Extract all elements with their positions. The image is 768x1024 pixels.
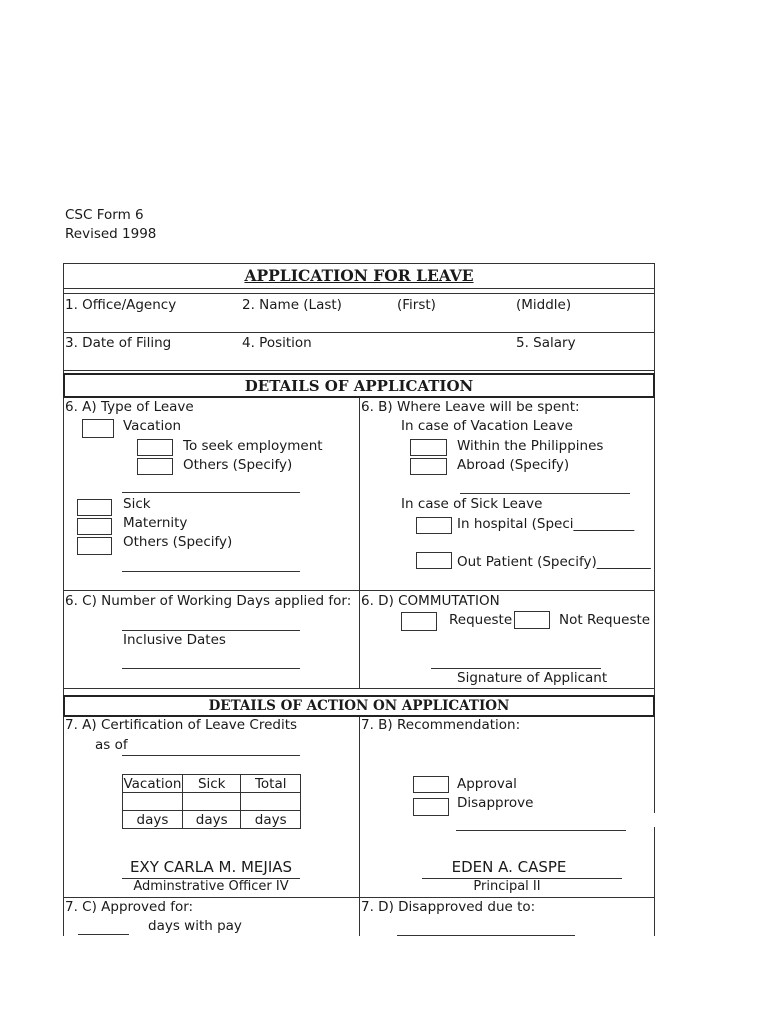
commutation-label: 6. D) COMMUTATION xyxy=(361,593,500,609)
table-header: Total xyxy=(241,775,301,793)
signature-label: Signature of Applicant xyxy=(457,670,608,686)
divider xyxy=(63,370,655,371)
table-cell[interactable] xyxy=(241,793,301,811)
disapprove-checkbox[interactable] xyxy=(413,798,449,816)
recommendation-label: 7. B) Recommendation: xyxy=(361,717,521,733)
others-specify-label: Others (Specify) xyxy=(183,457,293,473)
table-cell: days xyxy=(241,811,301,829)
signatory-left-title: Adminstrative Officer IV xyxy=(133,879,289,894)
form-right-border xyxy=(654,263,655,813)
table-cell[interactable] xyxy=(182,793,241,811)
as-of-line[interactable] xyxy=(122,755,300,756)
vacation-label: Vacation xyxy=(123,418,182,434)
leave-credits-table xyxy=(122,774,301,829)
disapprove-label: Disapprove xyxy=(457,795,534,811)
in-hospital-label: In hospital (Speci_________ xyxy=(457,516,635,532)
signatory-left-name: EXY CARLA M. MEJIAS xyxy=(129,858,293,876)
vacation-checkbox[interactable] xyxy=(82,419,114,438)
disapproved-due-label: 7. D) Disapproved due to: xyxy=(361,899,536,915)
sick-case-label: In case of Sick Leave xyxy=(401,496,543,512)
table-cell[interactable] xyxy=(123,793,183,811)
inclusive-dates-line[interactable] xyxy=(122,668,300,669)
others-label: Others (Specify) xyxy=(123,534,233,550)
within-philippines-checkbox[interactable] xyxy=(410,439,447,456)
signatory-right-name: EDEN A. CASPE xyxy=(451,858,567,876)
maternity-checkbox[interactable] xyxy=(77,518,112,535)
abroad-checkbox[interactable] xyxy=(410,458,447,475)
out-patient-label: Out Patient (Specify)________ xyxy=(457,554,651,570)
abroad-label: Abroad (Specify) xyxy=(457,457,570,473)
not-requested-label: Not Requeste xyxy=(559,612,651,628)
divider xyxy=(63,332,655,333)
seek-employment-label: To seek employment xyxy=(183,438,323,454)
where-spent-label: 6. B) Where Leave will be spent: xyxy=(361,399,580,415)
table-cell: days xyxy=(182,811,241,829)
recommendation-line[interactable] xyxy=(456,830,626,831)
form-title: APPLICATION FOR LEAVE xyxy=(244,266,474,285)
position-label: 4. Position xyxy=(242,335,312,351)
others-checkbox[interactable] xyxy=(77,537,112,555)
others-specify-line[interactable] xyxy=(122,492,300,493)
form-right-border-lower xyxy=(654,827,655,936)
details-heading: DETAILS OF APPLICATION xyxy=(244,377,474,395)
divider xyxy=(63,688,655,689)
sick-checkbox[interactable] xyxy=(77,499,112,516)
maternity-label: Maternity xyxy=(123,515,188,531)
signatory-right-title: Principal II xyxy=(473,879,541,894)
working-days-label: 6. C) Number of Working Days applied for: xyxy=(65,593,352,609)
days-with-pay-label: days with pay xyxy=(148,918,242,934)
approval-checkbox[interactable] xyxy=(413,776,449,793)
sick-label: Sick xyxy=(123,496,151,512)
out-patient-checkbox[interactable] xyxy=(416,552,452,569)
table-header: Vacation xyxy=(123,775,182,792)
type-of-leave-label: 6. A) Type of Leave xyxy=(65,399,194,415)
column-divider xyxy=(359,717,360,936)
name-last-label: 2. Name (Last) xyxy=(242,297,342,313)
in-hospital-checkbox[interactable] xyxy=(416,517,452,534)
divider xyxy=(63,288,655,289)
name-middle-label: (Middle) xyxy=(516,297,572,313)
divider xyxy=(63,590,655,591)
not-requested-checkbox[interactable] xyxy=(514,611,550,629)
inclusive-dates-label: Inclusive Dates xyxy=(123,632,226,648)
as-of-label: as of xyxy=(95,737,128,753)
within-philippines-label: Within the Philippines xyxy=(457,438,604,454)
table-header: Sick xyxy=(182,775,241,793)
requested-label: Requeste xyxy=(449,612,513,628)
vacation-case-label: In case of Vacation Leave xyxy=(401,418,573,434)
others-specify-checkbox[interactable] xyxy=(137,458,173,475)
form-revision: Revised 1998 xyxy=(65,226,157,242)
form-code: CSC Form 6 xyxy=(65,207,144,223)
divider xyxy=(63,293,655,294)
others-line[interactable] xyxy=(122,571,300,572)
abroad-line[interactable] xyxy=(460,493,630,494)
days-with-pay-line[interactable] xyxy=(78,934,129,935)
approval-label: Approval xyxy=(457,776,517,792)
name-first-label: (First) xyxy=(397,297,436,313)
approved-for-label: 7. C) Approved for: xyxy=(65,899,194,915)
certification-label: 7. A) Certification of Leave Credits xyxy=(65,717,298,733)
form-left-border xyxy=(63,263,64,936)
column-divider xyxy=(359,398,360,688)
office-agency-label: 1. Office/Agency xyxy=(65,297,177,313)
date-filing-label: 3. Date of Filing xyxy=(65,335,172,351)
form-top-border xyxy=(63,263,655,264)
requested-checkbox[interactable] xyxy=(401,612,437,631)
seek-employment-checkbox[interactable] xyxy=(137,439,173,456)
disapproved-reason-line[interactable] xyxy=(397,935,575,936)
divider xyxy=(63,897,655,898)
working-days-line[interactable] xyxy=(122,630,300,631)
table-cell: days xyxy=(123,811,183,829)
action-heading: DETAILS OF ACTION ON APPLICATION xyxy=(208,698,510,714)
salary-label: 5. Salary xyxy=(516,335,576,351)
signature-line[interactable] xyxy=(431,668,601,669)
